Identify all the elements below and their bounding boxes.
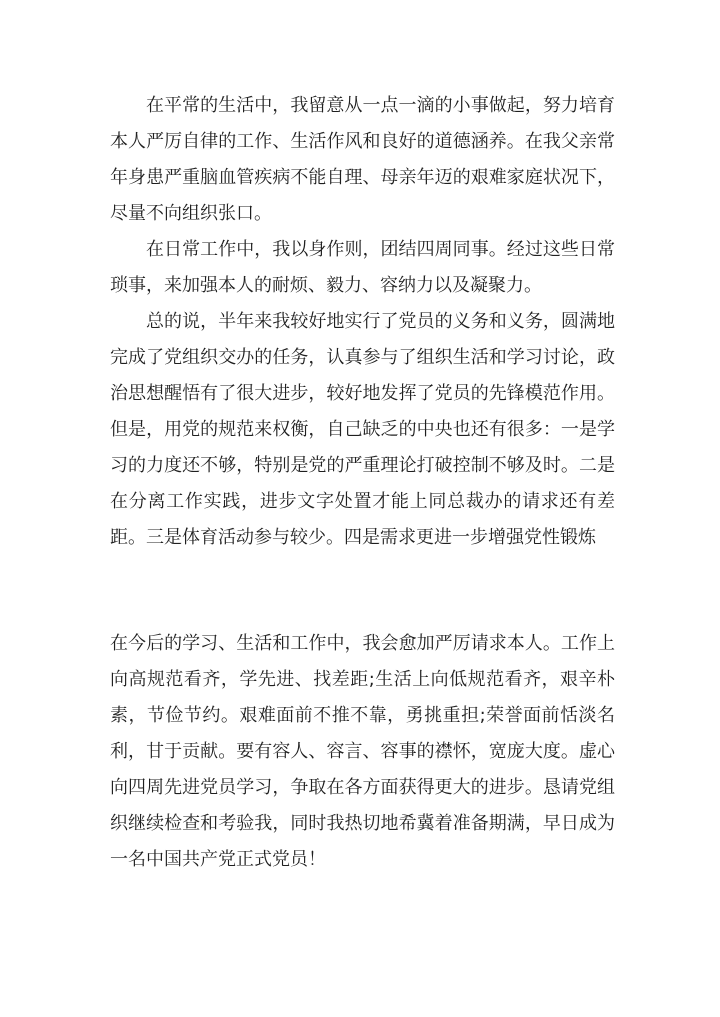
paragraph-future: 在今后的学习、生活和工作中，我会愈加严厉请求本人。工作上向高规范看齐，学先进、找差距;生活上向低规范看齐，艰辛朴素，节俭节约。艰难面前不推不靠，勇挑重担;荣誉面前恬淡名利，甘于贡献。要有容人、容言、容事的襟怀，宽庞大度。虚心向四周先进党员学习，争取在各方面获得更大的进步。恳请党组织继续检查和考验我，同时我热切地希冀着准备期满，早日成为一名中国共产党正式党员！: [110, 633, 615, 870]
closing-text: [110, 626, 615, 878]
paragraph-summary: 总的说，半年来我较好地实行了党员的义务和义务，圆满地完成了党组织交办的任务，认真参与了组织生活和学习讨论，政治思想醒悟有了很大进步，较好地发挥了党员的先锋模范作用。但是，用党的规范来权衡，自己缺乏的中央也还有很多：一是学习的力度还不够，特别是党的严重理论打破控制不够及时。二是在分离工作实践，进步文字处置才能上同总裁办的请求还有差距。三是体育活动参与较少。四是需求更进一步增强党性锻炼: [110, 311, 615, 548]
body-text: [110, 88, 615, 556]
paragraph-work: 在日常工作中，我以身作则，团结四周同事。经过这些日常琐事，来加强本人的耐烦、毅力、容纳力以及凝聚力。: [110, 239, 615, 296]
paragraph-daily-life: 在平常的生活中，我留意从一点一滴的小事做起，努力培育本人严厉自律的工作、生活作风和良好的道德涵养。在我父亲常年身患严重脑血管疾病不能自理、母亲年迈的艰难家庭状况下，尽量不向组织张口。: [110, 95, 615, 224]
